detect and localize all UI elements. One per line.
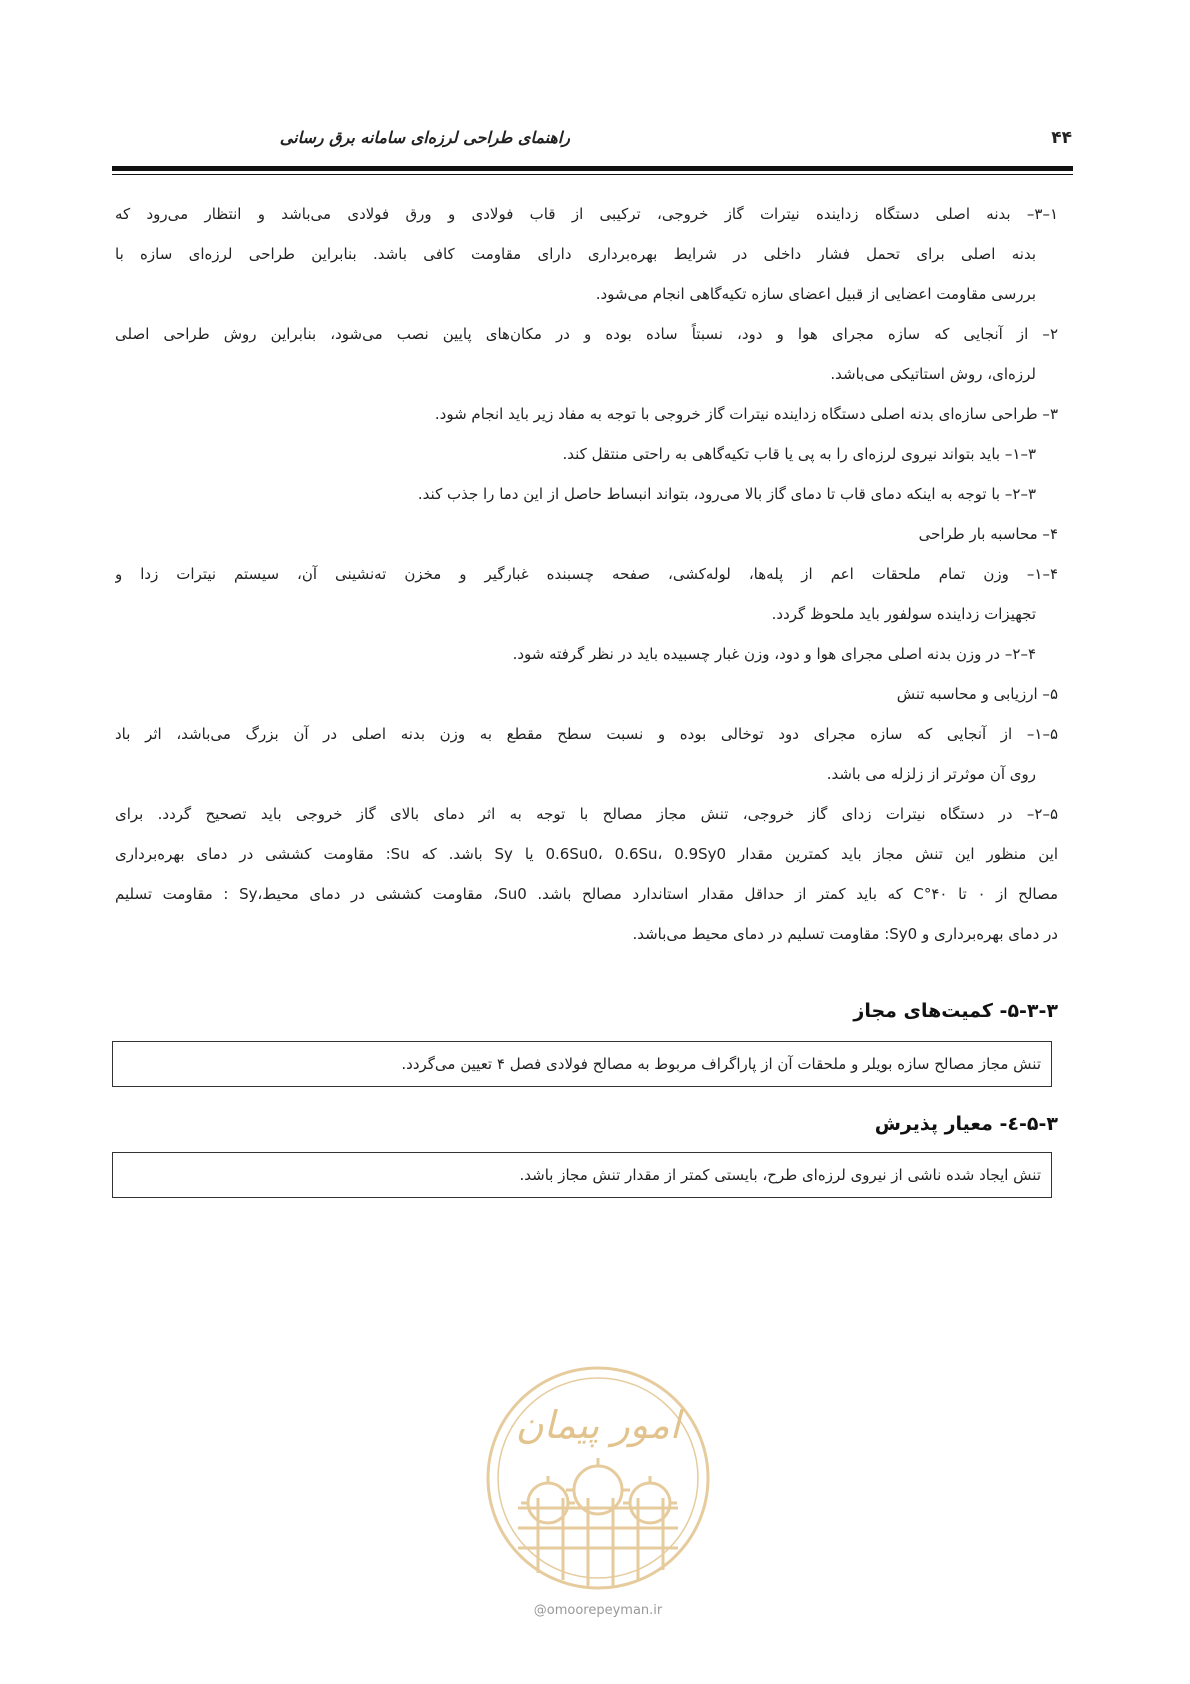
paragraph-4 (115, 514, 1058, 554)
section-heading-allowable: ۵-۳-۳- کمیت‌های مجاز (853, 1000, 1058, 1022)
text-line: این منظور این تنش مجاز باید کمترین مقدار 0.6Su0، 0.6Su، 0.9Sy0 یا Sy باشد. که Su: مقاومت کششی در دمای بهره‌برداری (115, 845, 1058, 863)
text-line: روی آن موثرتر از زلزله می باشد. (826, 765, 1036, 783)
page-number: ۴۴ (1051, 128, 1072, 148)
logo-wordmark: امور پیمان (515, 1403, 681, 1447)
publisher-website: @omoorepeyman.ir (533, 1603, 663, 1618)
text-line: ۱–۳– بدنه اصلی دستگاه زداینده نیترات گاز خروجی، ترکیبی از قاب فولادی و ورق فولادی می‌باشد و انتظار می‌رود که (115, 205, 1058, 223)
text-line: ۴– محاسبه بار طراحی (918, 525, 1058, 543)
text-line: بررسی مقاومت اعضایی از قبیل اعضای سازه تکیه‌گاهی انجام می‌شود. (595, 285, 1036, 303)
paragraph-2 (115, 314, 1058, 394)
text-line: ۴–۱– وزن تمام ملحقات اعم از پله‌ها، لوله‌کشی، صفحه چسبنده غبارگیر و مخزن ته‌نشینی آن، سیستم نیترات زدا و (115, 565, 1058, 583)
publisher-logo-watermark (478, 1358, 718, 1598)
paragraph-3-2-sub (115, 474, 1058, 514)
paragraph-5-1 (115, 714, 1058, 794)
paragraph-5-2 (115, 794, 1058, 954)
text-line: بدنه اصلی برای تحمل فشار داخلی در شرایط بهره‌برداری دارای مقاومت کافی باشد. بنابراین طراحی لرزه‌ای سازه با (115, 245, 1036, 263)
text-line: لرزه‌ای، روش استاتیکی می‌باشد. (830, 365, 1036, 383)
paragraph-4-2 (115, 634, 1058, 674)
text-line: تجهیزات زداینده سولفور باید ملحوظ گردد. (771, 605, 1036, 623)
text-line: مصالح از ۰ تا ۴۰°C که باید کمتر از حداقل مقدار استاندارد مصالح باشد. Su0، مقاومت کششی در دمای محیط،Sy : مقاومت تسلیم (115, 885, 1058, 903)
text-line: ۳–۲– با توجه به اینکه دمای قاب تا دمای گاز بالا می‌رود، بتواند انبساط حاصل از این دما را جذب کند. (417, 485, 1036, 503)
text-line: ۳–۱– باید بتواند نیروی لرزه‌ای را به پی یا قاب تکیه‌گاهی به راحتی منتقل کند. (562, 445, 1036, 463)
section-heading-acceptance: ۵-۳-٤- معیار پذیرش (874, 1113, 1058, 1135)
section-box-allowable: تنش مجاز مصالح سازه بویلر و ملحقات آن از پاراگراف مربوط به مصالح فولادی فصل ۴ تعیین می‌گردد. (112, 1041, 1052, 1087)
text-line: ۴–۲– در وزن بدنه اصلی مجرای هوا و دود، وزن غبار چسبیده باید در نظر گرفته شود. (512, 645, 1036, 663)
paragraph-3 (115, 394, 1058, 434)
text-line: ۲– از آنجایی که سازه مجرای هوا و دود، نسبتاً ساده بوده و در مکان‌های پایین نصب می‌شود، بنابراین روش طراحی اصلی (115, 325, 1058, 343)
running-header-title: راهنمای طراحی لرزه‌ای سامانه برق رسانی (279, 128, 570, 147)
text-line: ۵–۱– از آنجایی که سازه مجرای دود توخالی بوده و نسبت سطح مقطع به وزن بدنه اصلی در آن بزرگ می‌باشد، اثر باد (115, 725, 1058, 743)
text-line: ۵–۲– در دستگاه نیترات زدای گاز خروجی، تنش مجاز مصالح با توجه به اثر دمای بالای گاز خروجی باید تصحیح گردد. برای (115, 805, 1058, 823)
section-box-acceptance: تنش ایجاد شده ناشی از نیروی لرزه‌ای طرح، بایستی کمتر از مقدار تنش مجاز باشد. (112, 1152, 1052, 1198)
text-line: ۳– طراحی سازه‌ای بدنه اصلی دستگاه زداینده نیترات گاز خروجی با توجه به مفاد زیر باید انجام شود. (434, 405, 1058, 423)
paragraph-5 (115, 674, 1058, 714)
paragraph-4-1 (115, 554, 1058, 634)
paragraph-3-1 (115, 194, 1058, 314)
text-line: در دمای بهره‌برداری و Sy0: مقاومت تسلیم در دمای محیط می‌باشد. (632, 925, 1058, 943)
text-line: ۵– ارزیابی و محاسبه تنش (896, 685, 1058, 703)
paragraph-3-1-sub (115, 434, 1058, 474)
